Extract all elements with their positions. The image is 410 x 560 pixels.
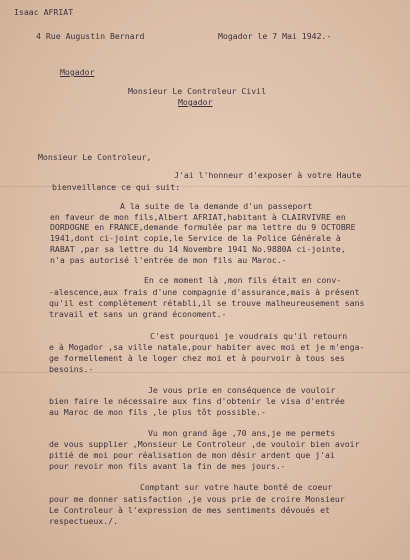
body-line: 1941,dont ci-joint copie,le Service de la Police Générale à — [50, 233, 341, 243]
body-line: RABAT ,par sa lettre du 14 Novembre 1941 No.9880A ci-jointe, — [50, 244, 346, 254]
body-line: -alescence,aux frais d'une compagnie d'assurance,mais à présent — [49, 287, 360, 297]
body-line: Comptant sur votre haute bonté de coeur — [140, 482, 333, 492]
letter-date: Mogador le 7 Mai 1942.- — [218, 31, 332, 41]
body-line: DORDOGNE en FRANCE,demande formulée par ma lettre du 9 OCTOBRE — [50, 222, 356, 232]
body-line: au Maroc de mon fils ,le plus tôt possible.- — [49, 407, 266, 417]
body-line: travail et sans un grand économent.- — [49, 309, 227, 319]
body-line: J'ai l'honneur d'exposer à votre Haute — [174, 170, 362, 180]
body-line: Je vous prie en conséquence de vouloir — [148, 385, 336, 395]
body-line: A la suite de la demande d'un passeport — [120, 201, 313, 211]
body-line: en faveur de mon fils,Albert AFRIAT,habitant à CLAIRVIVRE en — [50, 212, 346, 222]
body-line: pour revoir mon fils avant la fin de mes jours.- — [49, 461, 286, 471]
sender-city: Mogador — [60, 67, 95, 77]
salutation: Monsieur Le Controleur, — [38, 152, 152, 162]
body-line: respectueux./. — [49, 516, 119, 526]
body-line: qu'il est complètement rétabli,il se trouve malheureusement sans — [49, 298, 365, 308]
body-line: Vu mon grand âge ,70 ans,je me permets — [148, 428, 336, 438]
sender-name: Isaac AFRIAT — [14, 7, 74, 17]
body-line: En ce moment là ,mon fils était en conv- — [144, 275, 342, 285]
body-line: besoins.- — [49, 364, 94, 374]
body-line: e à Mogador ,sa ville natale,pour habiter avec moi et je m'enga- — [49, 342, 365, 352]
body-line: C'est pourquoi je voudrais qu'il retourn — [150, 331, 348, 341]
body-line: pitié de moi pour réalisation de mon désir ardent que j'ai — [49, 450, 335, 460]
body-line: pour me donner satisfaction ,je vous prie de croire Monsieur — [49, 494, 345, 504]
body-line: n'a pas autorisé l'entrée de mon fils au Maroc.- — [50, 255, 287, 265]
recipient-title: Monsieur Le Controleur Civil — [128, 86, 267, 96]
body-line: de vous supplier ,Monsieur Le Controleur ,de vouloir bien avoir — [49, 439, 360, 449]
body-line: ge formellement à le loger chez moi et à pourvoir à tous ses — [49, 353, 345, 363]
body-line: bien faire le nécessaire aux fins d'obtenir le visa d'entrée — [49, 396, 345, 406]
body-line: Le Controleur à l'expression de mes sentiments dévoués et — [49, 505, 330, 515]
recipient-city: Mogador — [178, 97, 213, 107]
sender-address: 4 Rue Augustin Bernard — [36, 31, 145, 41]
body-line: bienveillance ce qui suit: — [52, 182, 181, 192]
